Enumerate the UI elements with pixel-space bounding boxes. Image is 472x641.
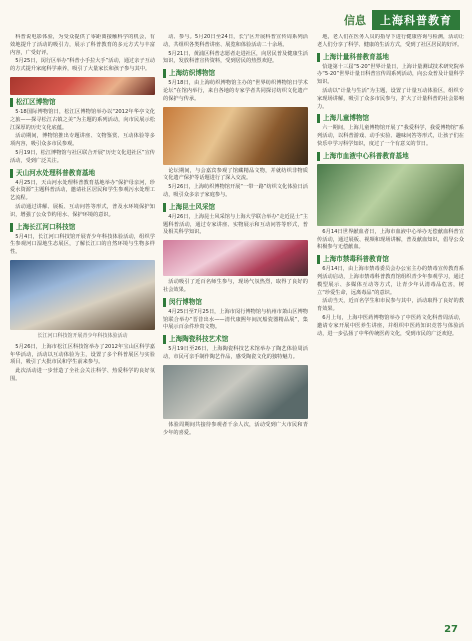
section-title: 闵行博物馆 (163, 298, 308, 307)
article-paragraph: 5月4日，长江河口科技馆开展青少年科技体验活动，组织学生参观河口湿地生态展区，了解长江口的自然环境与生物多样性。 (10, 233, 155, 256)
article-paragraph: 论坛期间，与会嘉宾参观了馆藏精品文物，并就纺织非物质文化遗产保护等话题进行了深入交流。 (163, 167, 308, 182)
section-title: 上海计量科普教育基地 (317, 53, 464, 62)
article-photo (163, 240, 308, 276)
article-paragraph: 5月26日，上海市松江区科技馆举办了2012年宝山区科学嘉年华活动，活动以互动体验为主，设置了多个科普展区与实验项目，吸引了大批市民和学生前来参与。 (10, 343, 155, 366)
column-1 (10, 34, 155, 626)
article-paragraph: 5月26日，上海纺织博物馆开展“一带一路”纺织文化体验日活动，吸引众多亲子家庭参与。 (163, 184, 308, 198)
article-photo (317, 164, 464, 226)
section-title: 上海儿童博物馆 (317, 114, 464, 123)
article-photo (163, 365, 308, 419)
section-title: 上海市血液中心科普教育基地 (317, 152, 464, 161)
article-paragraph: 体验周期间共接待参观者千余人次，活动受到广大市民和青少年的喜爱。 (163, 421, 308, 436)
article-paragraph: 4月26日，上海昆士风采馆与上海大学联合举办“走近昆士”主题科普活动，通过专家讲座、实物展示和互动问答等形式，普及相关科学知识。 (163, 213, 308, 236)
page-number: 27 (444, 624, 458, 635)
article-paragraph: 活动吸引了近百名师生参与，现场气氛热烈，取得了良好的社会效果。 (163, 279, 308, 293)
article-photo (10, 77, 155, 95)
article-paragraph: 动、参与。5月20日至24日，长宁区开展科普宣传周系列活动，共组织各类科普讲座、展览和体验活动二十余场。 (163, 34, 308, 48)
article-paragraph: 六一期间，上海儿童博物馆开展了“我爱科学，我爱博物馆”系列活动，以科普游戏、动手实验、趣味问答等形式，让孩子们在快乐中学习科学知识，度过了一个有意义的节日。 (317, 125, 464, 147)
article-paragraph: 活动以“计量与生活”为主题，设置了计量互动体验区，组织专家现场讲解，吸引了众多市民参与，扩大了计量科普的社会影响力。 (317, 87, 464, 110)
article-paragraph: 5月25日，闵行区举办“科普小手拉大手”活动，通过亲子互动的方式提升家庭科学素养，吸引了大量家长和孩子参与其中。 (10, 58, 155, 73)
article-paragraph: 6月14日世界献血者日，上海市血液中心举办无偿献血科普宣传活动，通过展板、视频和现场讲解，普及献血知识，倡导公众积极参与无偿献血。 (317, 228, 464, 251)
article-paragraph: 6月上旬，上海中医药博物馆举办了中医药文化科普周活动，邀请专家开展中医养生讲座，并组织中医药知识竞答与体验活动，进一步弘扬了中华传统医药文化，受到市民的广泛欢迎。 (317, 314, 464, 337)
article-paragraph: 4月25日至7月25日，上海市闵行博物馆与杭州市萧山区博物馆联合举办“晋昔出水——清代康熙年间沉船瓷器精品展”，集中展示百余件珍贵文物。 (163, 308, 308, 331)
article-paragraph: 5·18国际博物馆日，松江区博物馆举办以“2012年华亭文化之旅——探寻松江古镇之美”为主题的系列活动，向市民展示松江深厚的历史文化底蕴。 (10, 108, 155, 131)
article-paragraph: 5月21日，黄浦区科普志愿者走进社区，向居民普及健康生活知识，发放科普宣传资料，受到居民的热烈欢迎。 (163, 50, 308, 65)
photo-caption: 长江河口科技馆开展青少年科技体验活动 (37, 332, 128, 339)
article-photo (10, 260, 155, 330)
section-title: 上海长江河口科技馆 (10, 223, 155, 232)
column-3 (317, 34, 464, 626)
article-paragraph: 5月19日至26日，上海陶瓷科技艺术馆举办了陶艺体验周活动，市民可亲手制作陶艺作品，感受陶瓷文化的独特魅力。 (163, 346, 308, 360)
section-title: 上海纺织博物馆 (163, 69, 308, 78)
section-title: 上海昆士风采馆 (163, 203, 308, 212)
section-title: 上海陶瓷科技艺术馆 (163, 335, 308, 344)
page-header (344, 10, 460, 30)
article-paragraph: 6月14日，由上海市禁毒委员会办公室主办的禁毒宣传教育系列活动启动，上海市禁毒科普教育馆组织青少年参观学习，通过模型展示、多媒体互动等方式，让青少年认清毒品危害，树立“珍爱生命，远离毒品”的意识。 (317, 266, 464, 296)
article-paragraph: 4月25日，天山河水处理科普教育基地举办“保护母亲河，珍爱水资源”主题科普活动，邀请社区居民和学生参观污水处理工艺流程。 (10, 179, 155, 202)
article-paragraph: 5月19日，松江博物馆与社区联合开展“历史文化进社区”宣传活动，受到广泛关注。 (10, 149, 155, 164)
article-photo (163, 107, 308, 165)
column-2 (163, 34, 308, 626)
article-paragraph: 活动期间，博物馆推出专题讲座、文物鉴赏、互动体验等多项内容，吸引众多市民参观。 (10, 133, 155, 148)
article-paragraph: 活动当天，近百名学生和市民参与其中，活动取得了良好的教育效果。 (317, 298, 464, 313)
header-title: 上海科普教育 (372, 10, 460, 30)
article-paragraph: 此次活动进一步营造了全社会关注科学、热爱科学的良好氛围。 (10, 368, 155, 382)
article-paragraph: 5月18日，由上海纺织博物馆主办的“世界纺织博物馆日学术论坛”在馆内举行，来自各地的专家学者共同探讨纺织文化遗产的保护与传承。 (163, 80, 308, 102)
header-section: 信息 (344, 14, 366, 27)
section-title: 上海市禁毒科普教育馆 (317, 255, 464, 264)
section-title: 天山河水处理科普教育基地 (10, 169, 155, 178)
article-paragraph: 活动通过讲解、展板、互动问答等形式，普及水环境保护知识，增强了公众节约用水、保护环境的意识。 (10, 203, 155, 218)
section-title: 松江区博物馆 (10, 98, 155, 107)
article-paragraph: 地，老人们在医务人员的指导下进行健康咨询与检测，活动让老人们分享了科学、健康的生活方式，受到了社区居民的好评。 (317, 34, 464, 48)
article-paragraph: 科普说电影体验，为受众提供了零距离接触科学的机会，有效地提升了活动的吸引力，展示了科普教育的多元方式与丰富内容，广受好评。 (10, 34, 155, 56)
article-paragraph: 恰逢第十三届“5·20”世界计量日，上海计量测试技术研究院举办“5·20”世界计量日科普宣传周系列活动，向公众普及计量科学知识。 (317, 63, 464, 86)
